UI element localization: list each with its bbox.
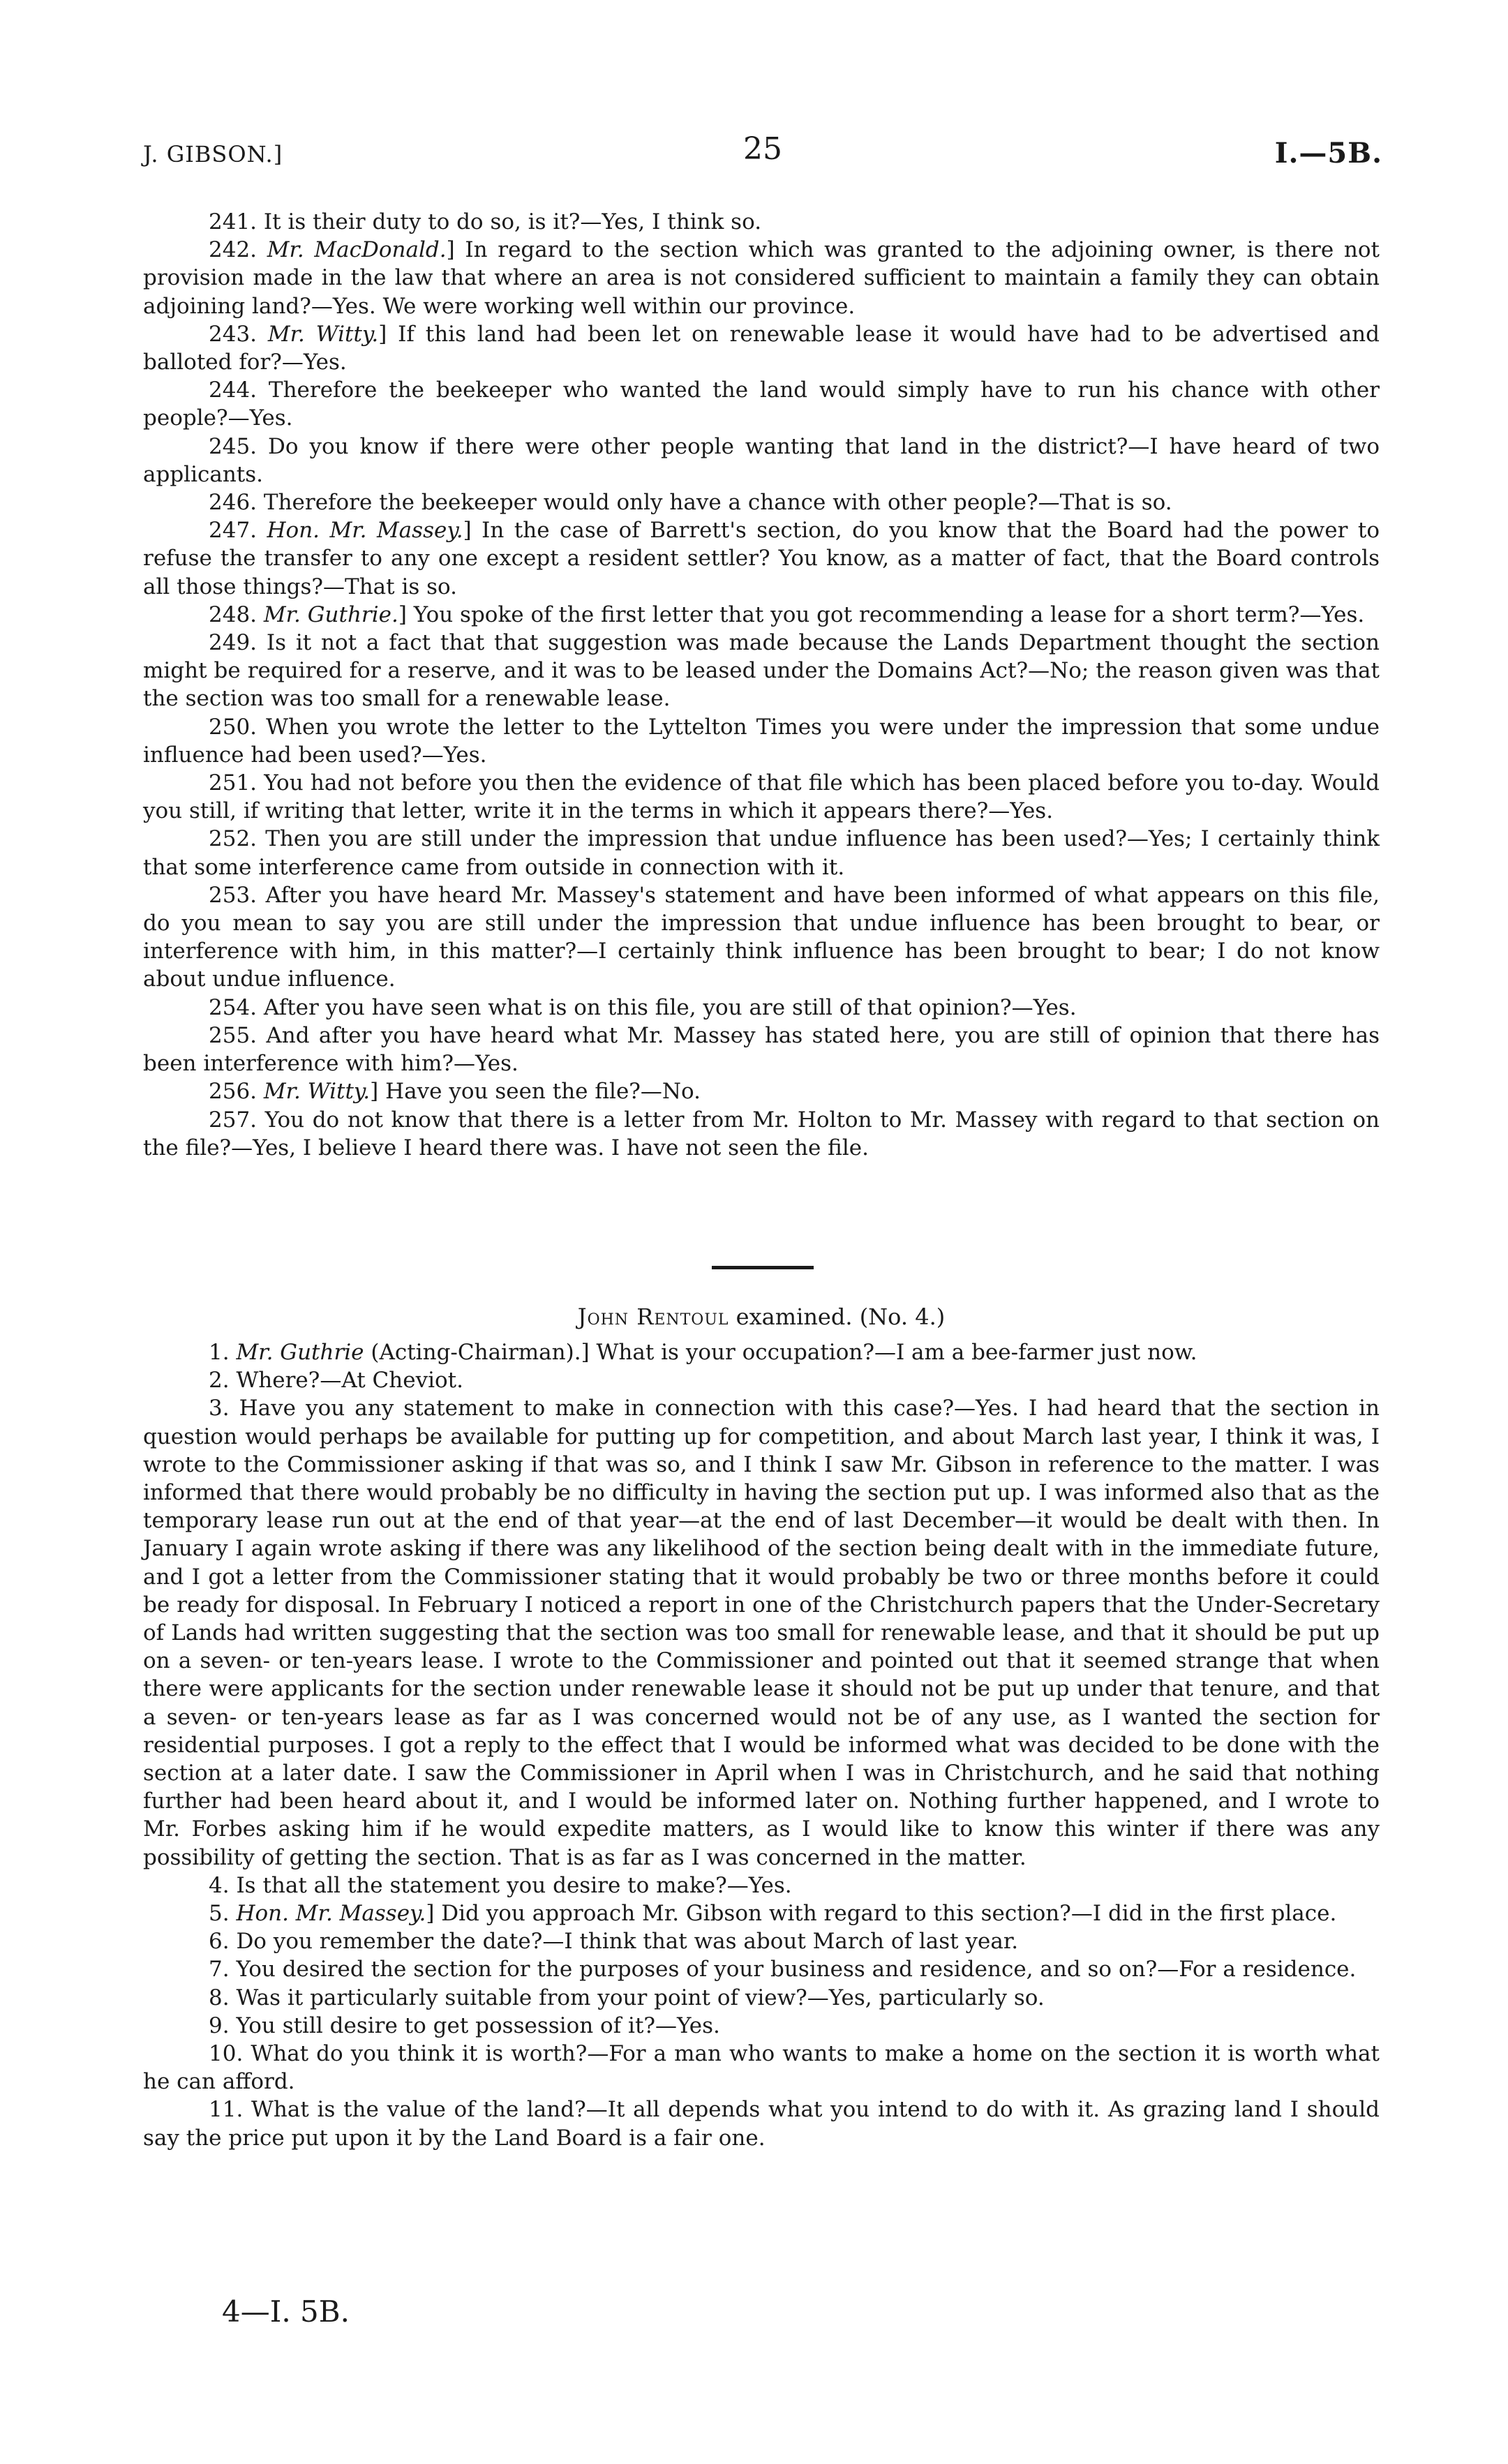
question-number: 252. (209, 826, 257, 852)
section-title (143, 1304, 1380, 1330)
question-text: What do you think it is worth?—For a man who wants to make a home on the section it is worth what he can afford. (143, 2041, 1380, 2095)
question-text: (Acting-Chairman).] What is your occupation?—I am a bee-farmer just now. (364, 1340, 1197, 1365)
evidence-block-rentoul (143, 1338, 1380, 2152)
question-paragraph (143, 1338, 1380, 1366)
question-text: And after you have heard what Mr. Massey has stated here, you are still of opinion that there has been interference with him?—Yes. (143, 1022, 1380, 1077)
section-title-rest: examined. (No. 4.) (729, 1304, 946, 1330)
question-paragraph (143, 2040, 1380, 2096)
question-paragraph (143, 208, 1380, 236)
question-number: 253. (209, 882, 257, 908)
question-number: 4. (209, 1872, 230, 1898)
section-divider (712, 1266, 814, 1269)
header-witness: J. GIBSON.] (143, 141, 283, 167)
question-paragraph (143, 2012, 1380, 2040)
question-paragraph (143, 1106, 1380, 1162)
question-text: Was it particularly suitable from your point of view?—Yes, particularly so. (236, 1985, 1045, 2010)
question-text: After you have heard Mr. Massey's statement and have been informed of what appears on this file, do you mean to say you are still under the impression that undue influence has been brought to bear, or interference with him, in this matter?—I certainly think influence has been brought to bear; I do not know about undue influence. (143, 882, 1380, 992)
witness-name: John Rentoul (577, 1304, 729, 1330)
question-text: Where?—At Cheviot. (236, 1368, 463, 1394)
question-paragraph (143, 376, 1380, 432)
question-text: ] Did you approach Mr. Gibson with regard to this section?—I did in the first place. (426, 1901, 1337, 1927)
question-paragraph (143, 516, 1380, 601)
page-header (143, 131, 1382, 173)
speaker-name: Mr. Guthrie. (263, 602, 398, 627)
question-number: 5. (209, 1901, 230, 1927)
question-number: 254. (209, 994, 257, 1020)
question-number: 243. (209, 321, 257, 347)
question-text: You do not know that there is a letter from Mr. Holton to Mr. Massey with regard to that section on the file?—Yes, I believe I heard there was. I have not seen the file. (143, 1107, 1380, 1160)
question-number: 251. (209, 770, 257, 796)
question-number: 10. (209, 2041, 244, 2067)
question-number: 6. (209, 1929, 230, 1955)
question-paragraph (143, 1899, 1380, 1927)
question-paragraph (143, 601, 1380, 629)
signature-mark: 4—I. 5B. (222, 2294, 350, 2329)
question-paragraph (143, 825, 1380, 881)
question-paragraph (143, 1984, 1380, 2012)
question-text: You still desire to get possession of it?—Yes. (236, 2013, 720, 2038)
question-text: You desired the section for the purposes of your business and residence, and so on?—For a residence. (236, 1957, 1357, 1983)
question-number: 245. (209, 433, 257, 459)
question-paragraph (143, 320, 1380, 376)
question-number: 11. (209, 2097, 244, 2123)
question-paragraph (143, 433, 1380, 488)
question-paragraph (143, 1927, 1380, 1955)
question-paragraph (143, 769, 1380, 825)
question-number: 7. (209, 1957, 230, 1983)
question-number: 247. (209, 518, 257, 544)
question-number: 250. (209, 714, 257, 740)
question-text: When you wrote the letter to the Lyttelton Times you were under the impression that some undue influence had been used?—Yes. (143, 714, 1380, 768)
question-paragraph (143, 713, 1380, 769)
question-text: Therefore the beekeeper who wanted the land would simply have to run his chance with other people?—Yes. (143, 378, 1380, 431)
page-number: 25 (743, 131, 782, 167)
question-text: After you have seen what is on this file, you are still of that opinion?—Yes. (263, 994, 1077, 1020)
question-text: It is their duty to do so, is it?—Yes, I think so. (263, 209, 762, 234)
speaker-name: Hon. Mr. Massey. (267, 518, 463, 544)
question-paragraph (143, 881, 1380, 994)
question-number: 248. (209, 602, 257, 627)
question-paragraph (143, 236, 1380, 320)
question-text: ] Have you seen the file?—No. (370, 1079, 701, 1105)
question-paragraph (143, 994, 1380, 1022)
question-text: Do you know if there were other people wanting that land in the district?—I have heard of two applicants. (143, 433, 1380, 487)
question-paragraph (143, 1366, 1380, 1394)
question-paragraph (143, 1955, 1380, 1983)
question-number: 244. (209, 378, 257, 403)
speaker-name: Mr. MacDonald. (267, 237, 447, 263)
question-text: Is it not a fact that that suggestion was made because the Lands Department thought the section might be required for a reserve, and it was to be leased under the Domains Act?—No; the reason given was that the section was too small for a renewable lease. (143, 630, 1380, 712)
question-number: 1. (209, 1340, 230, 1365)
question-paragraph (143, 2096, 1380, 2151)
speaker-name: Mr. Guthrie (236, 1340, 364, 1365)
header-paper-ref: I.—5B. (1274, 137, 1382, 170)
question-text: Therefore the beekeeper would only have a chance with other people?—That is so. (263, 490, 1172, 516)
question-paragraph (143, 488, 1380, 516)
question-number: 246. (209, 490, 257, 516)
question-number: 257. (209, 1107, 257, 1133)
question-text: Is that all the statement you desire to make?—Yes. (236, 1872, 792, 1898)
evidence-block-gibson (143, 208, 1380, 1162)
question-number: 8. (209, 1985, 230, 2010)
question-paragraph (143, 1872, 1380, 1899)
speaker-name: Hon. Mr. Massey. (236, 1901, 426, 1927)
speaker-name: Mr. Witty. (263, 1079, 371, 1105)
question-text: You had not before you then the evidence of that file which has been placed before you to-day. Would you still, if writing that letter, write it in the terms in which it appears there?—Yes. (143, 770, 1380, 824)
question-text: ] In the case of Barrett's section, do you know that the Board had the power to refuse the transfer to any one except a resident settler? You know, as a matter of fact, that the Board controls all those things?—That is so. (143, 518, 1380, 599)
question-text: Have you any statement to make in connection with this case?—Yes. I had heard that the section in question would perhaps be available for putting up for competition, and about March last year, I think it was, I wrote to the Commissioner asking if that was so, and I think I saw Mr. Gibson in reference to the matter. I was informed that there would probably be no difficulty in having the section put up. I was informed also that as the temporary lease run out at the end of that year—at the end of last December—it would be dealt with then. In January I again wrote asking if there was any likelihood of the section being dealt with in the immediate future, and I got a letter from the Commissioner stating that it would probably be two or three months before it could be ready for disposal. In February I noticed a report in one of the Christchurch papers that the Under-Secretary of Lands had written suggesting that the section was too small for renewable lease, and that it should be put up on a seven- or ten-years lease. I wrote to the Commissioner and pointed out that it seemed strange that when there were applicants for the section under renewable lease it should not be put up under that tenure, and that a seven- or ten-years lease as far as I was concerned would not be of any use, as I wanted the section for residential purposes. I got a reply to the effect that I would be informed what was decided to be done with the section at a later date. I saw the Commissioner in April when I was in Christchurch, and he said that nothing further had been heard about it, and I would be informed later on. Nothing further happened, and I wrote to Mr. Forbes asking him if he would expedite matters, as I would like to know this winter if there was any possibility of getting the section. That is as far as I was concerned in the matter. (143, 1396, 1380, 1870)
question-number: 2. (209, 1368, 230, 1394)
question-paragraph (143, 1394, 1380, 1871)
question-number: 241. (209, 209, 257, 234)
question-paragraph (143, 1022, 1380, 1077)
question-number: 242. (209, 237, 257, 263)
question-number: 256. (209, 1079, 257, 1105)
question-paragraph (143, 629, 1380, 713)
question-text: Do you remember the date?—I think that was about March of last year. (236, 1929, 1019, 1955)
question-paragraph (143, 1077, 1380, 1105)
speaker-name: Mr. Witty. (267, 321, 379, 347)
question-number: 9. (209, 2013, 230, 2038)
question-text: ] In regard to the section which was granted to the adjoining owner, is there not provision made in the law that where an area is not considered sufficient to maintain a family they can obtain adjoining land?—Yes. We were working well within our province. (143, 237, 1380, 319)
question-number: 249. (209, 630, 257, 656)
question-text: ] You spoke of the first letter that you got recommending a lease for a short term?—Yes. (398, 602, 1365, 627)
question-text: ] If this land had been let on renewable lease it would have had to be advertised and balloted for?—Yes. (143, 321, 1380, 375)
question-number: 255. (209, 1022, 257, 1048)
question-number: 3. (209, 1396, 230, 1421)
question-text: What is the value of the land?—It all depends what you intend to do with it. As grazing land I should say the price put upon it by the Land Board is a fair one. (143, 2097, 1380, 2151)
question-text: Then you are still under the impression that undue influence has been used?—Yes; I certainly think that some interference came from outside in connection with it. (143, 826, 1380, 880)
